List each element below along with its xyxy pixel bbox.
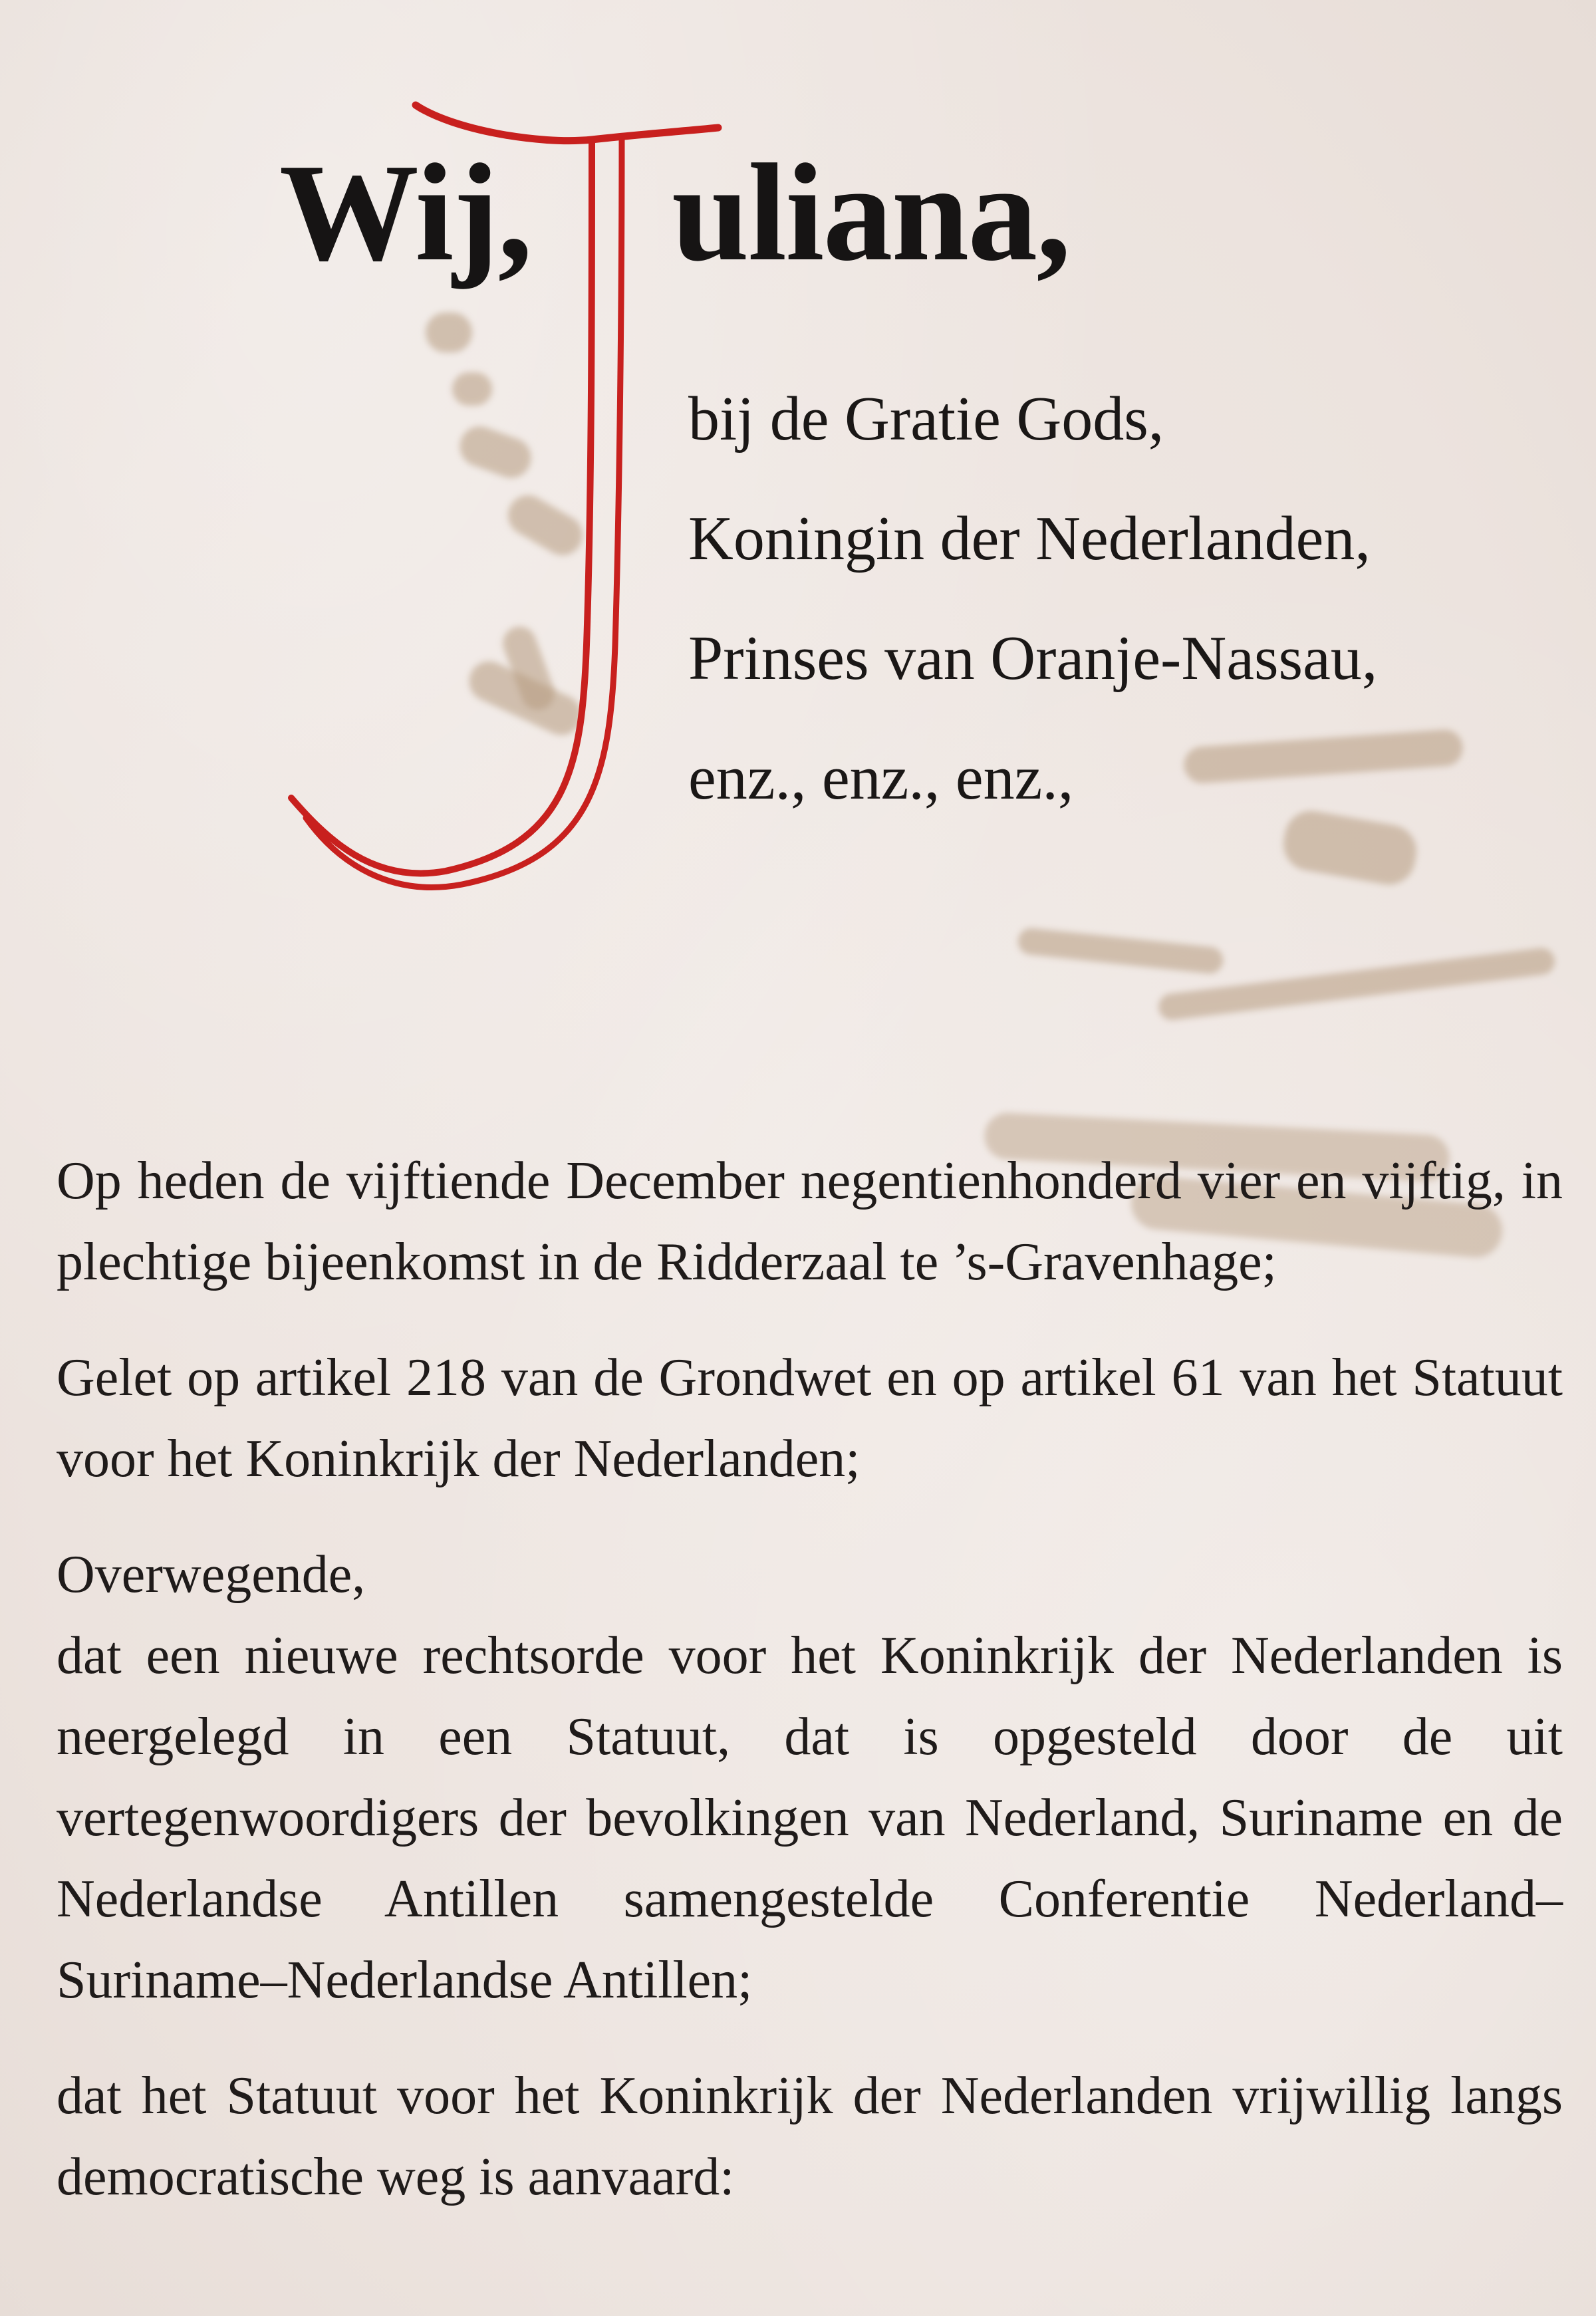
paragraph-overwegende-lead: Overwegende, [57,1545,366,1604]
stain-mark [1017,927,1224,975]
paragraph-rechtsorde: dat een nieuwe rechtsorde voor het Koninkrijk der Nederlanden is neergelegd in een Statuut, dat is opgesteld door de uit vertegenwoordigers der bevolkingen van Nederland, Suriname en de Nederlandse Antillen samengestelde Conferentie Nederland–Suriname–Nederlandse Antillen; [57,1626,1563,2009]
document-body [57,1140,1563,2252]
title-line: Koningin der Nederlanden, [688,504,1371,573]
title-line: enz., enz., enz., [688,743,1074,813]
stain-mark [1142,0,1145,27]
title-line: Prinses van Oranje-Nassau, [688,624,1378,693]
heading [279,136,1070,290]
paragraph-aanvaard: dat het Statuut voor het Koninkrijk der Nederlanden vrijwillig langs democratische weg is aanvaard: [57,2067,1563,2206]
royal-titles [688,359,1377,838]
heading-uliana: uliana, [672,136,1070,290]
title-line: bij de Gratie Gods, [688,384,1164,453]
paragraph-date: Op heden de vijftiende December negentienhonderd vier en vijftig, in plechtige bijeenkomst in de Ridderzaal te ’s-Gravenhage; [57,1152,1563,1291]
paragraph-gelet: Gelet op artikel 218 van de Grondwet en op artikel 61 van het Statuut voor het Koninkrijk der Nederlanden; [57,1349,1563,1488]
heading-wij: Wij, [279,136,531,290]
